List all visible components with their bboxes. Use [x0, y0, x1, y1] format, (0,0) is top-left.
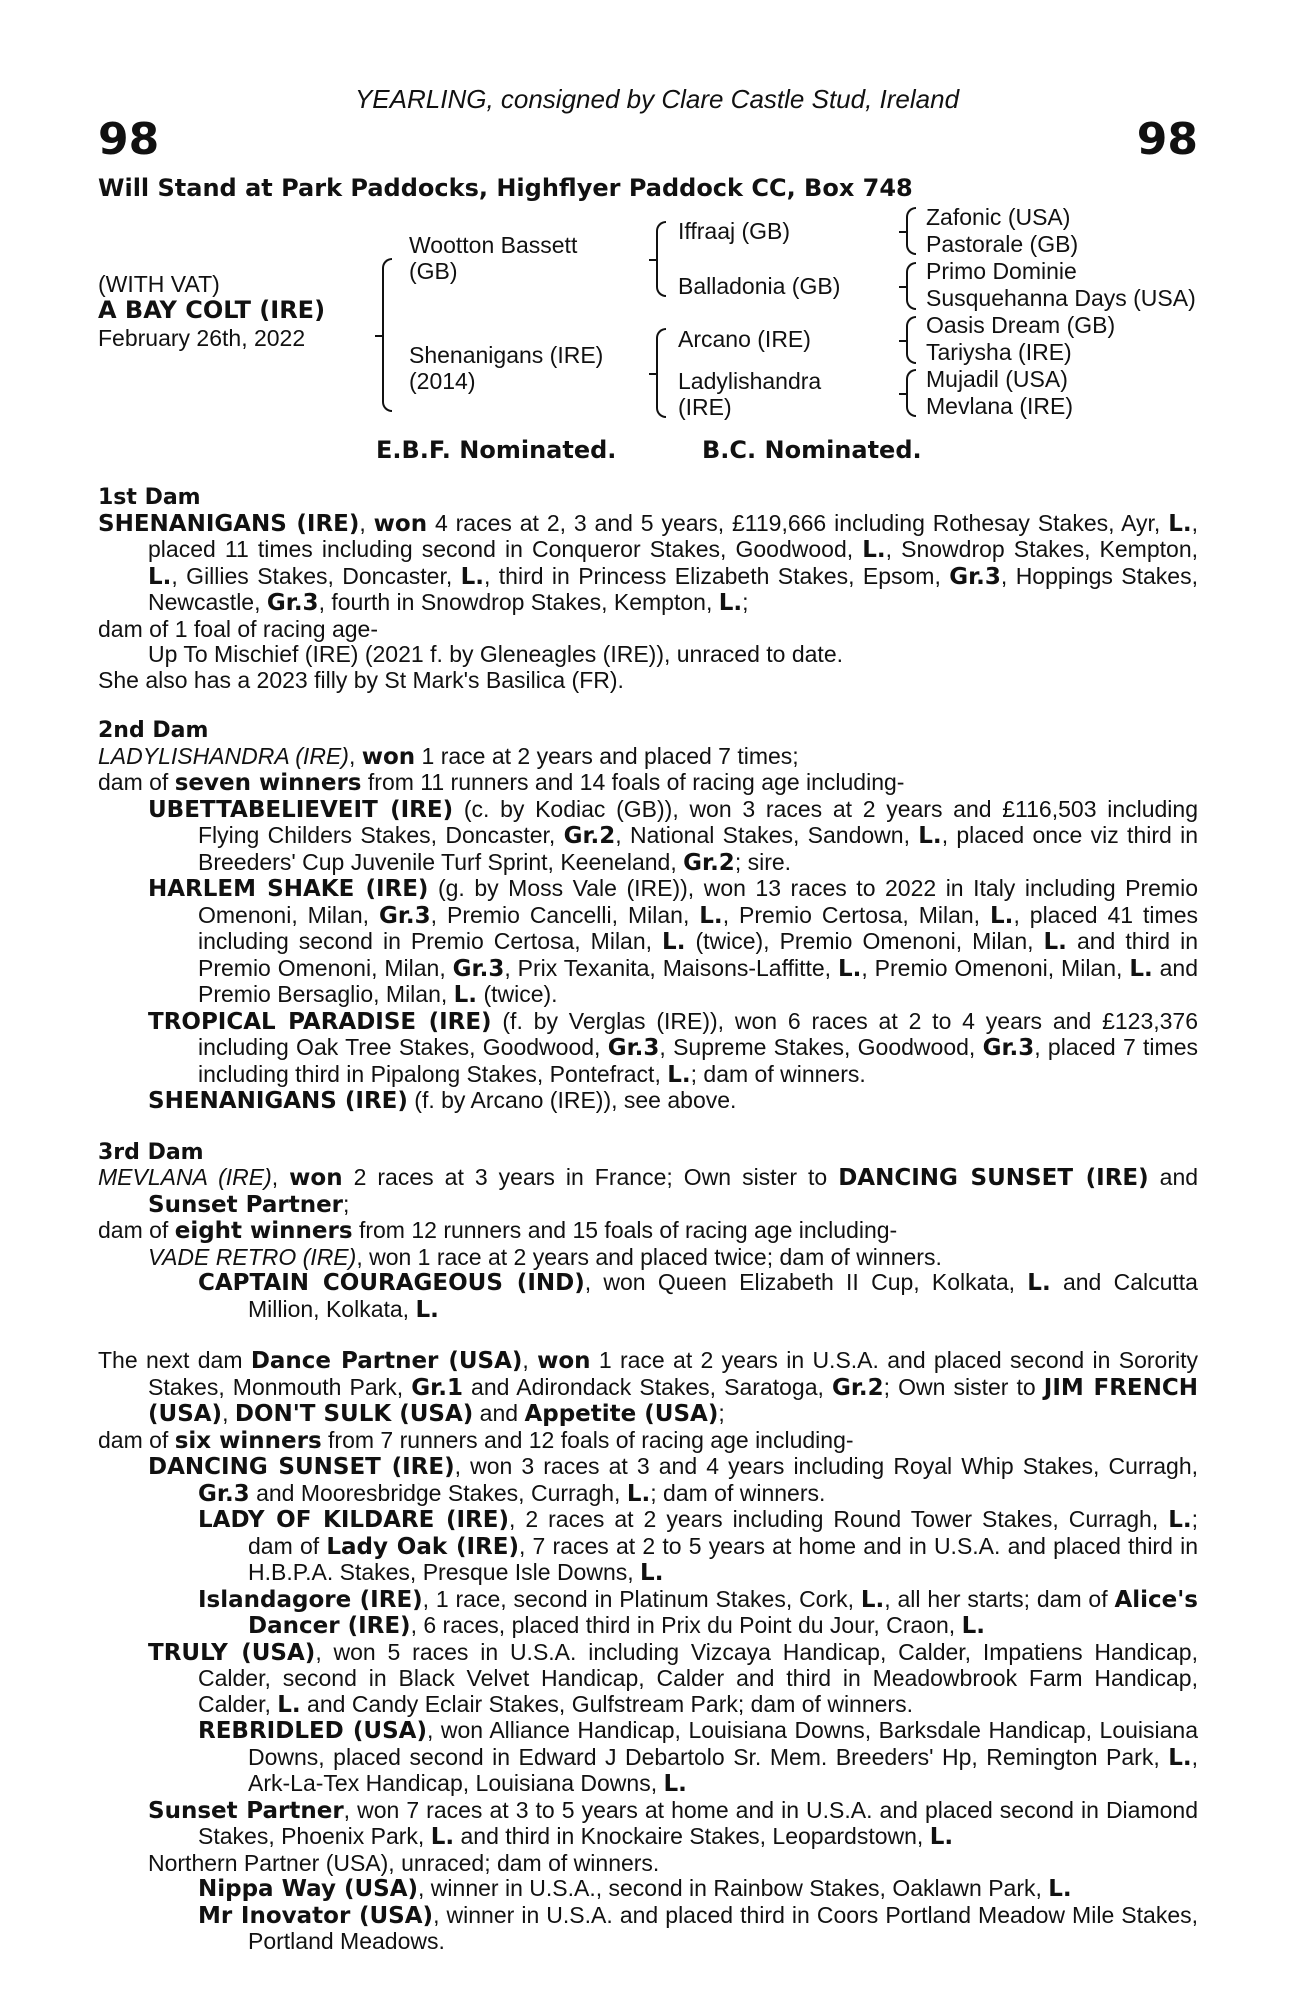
pedigree-sss: Zafonic (USA) [926, 204, 1071, 230]
foal-up-to-mischief: Up To Mischief (IRE) (2021 f. by Gleneagles (IRE)), unraced to date. [148, 641, 843, 667]
produce-rebridled: REBRIDLED (USA), won Alliance Handicap, Louisiana Downs, Barksdale Handicap, Louisiana Downs, placed second in Edward J Debartolo Sr. Mem. Breeders' Hp, Remington Park, L., Ark-La-Tex Handicap, Louisiana Downs, L. [198, 1717, 1198, 1797]
pedigree-dam-sire: Arcano (IRE) [678, 326, 811, 352]
third-dam-summary: dam of eight winners from 12 runners and 15 foals of racing age including- [98, 1217, 898, 1244]
second-dam-summary: dam of seven winners from 11 runners and 14 foals of racing age including- [98, 769, 905, 796]
first-dam-heading: 1st Dam [98, 485, 201, 510]
produce-tropical-paradise: TROPICAL PARADISE (IRE) (f. by Verglas (IRE)), won 6 races at 2 to 4 years and £123,376 including Oak Tree Stakes, Goodwood, Gr.3, Supreme Stakes, Goodwood, Gr.3, placed 7 times including third in Pipalong Stakes, Pontefract, L.; dam of winners. [148, 1007, 1198, 1088]
pedigree-sds: Primo Dominie [926, 258, 1077, 284]
next-dam-entry: The next dam Dance Partner (USA), won 1 race at 2 years in U.S.A. and placed second in Sorority Stakes, Monmouth Park, Gr.1 and Adirondack Stakes, Saratoga, Gr.2; Own sister to JIM FRENCH (USA), DON'T SULK (USA) and Appetite (USA); [98, 1347, 1198, 1427]
produce-lady-of-kildare: LADY OF KILDARE (IRE), 2 races at 2 years including Round Tower Stakes, Curragh, L.; dam of Lady Oak (IRE), 7 races at 2 to 5 years at home and in U.S.A. and placed third in H.B.P.A. Stakes, Presque Isle Downs, L. [198, 1506, 1199, 1586]
lot-number-left: 98 [98, 114, 160, 165]
vat-note: (WITH VAT) [98, 271, 220, 297]
produce-harlem-shake: HARLEM SHAKE (IRE) (g. by Moss Vale (IRE)), won 13 races to 2022 in Italy including Premio Omenoni, Milan, Gr.3, Premio Cancelli, Milan, L., Premio Certosa, Milan, L., placed 41 times including second in Premio Certosa, Milan, L. (twice), Premio Omenoni, Milan, L. and third in Premio Omenoni, Milan, Gr.3, Prix Texanita, Maisons-Laffitte, L., Premio Omenoni, Milan, L. and Premio Bersaglio, Milan, L. (twice). [148, 875, 1199, 1008]
produce-vade-retro: VADE RETRO (IRE), won 1 race at 2 years and placed twice; dam of winners. [148, 1243, 942, 1270]
pedigree-ddd: Mevlana (IRE) [926, 393, 1073, 419]
pedigree-brace-ss [906, 207, 916, 255]
pedigree-dam-dam: Ladylishandra (IRE) [678, 368, 822, 420]
first-dam-2023: She also has a 2023 filly by St Mark's Basilica (FR). [98, 666, 624, 693]
second-dam-entry: LADYLISHANDRA (IRE), won 1 race at 2 years and placed 7 times; [98, 742, 799, 770]
pedigree-dss: Oasis Dream (GB) [926, 312, 1116, 338]
third-dam-entry: MEVLANA (IRE), won 2 races at 3 years in France; Own sister to DANCING SUNSET (IRE) and Sunset Partner; [98, 1164, 1199, 1218]
page-header-title: YEARLING, consigned by Clare Castle Stud, Ireland [354, 84, 960, 114]
second-dam-heading: 2nd Dam [98, 718, 209, 743]
produce-northern-partner: Northern Partner (USA), unraced; dam of winners. [148, 1849, 660, 1876]
pedigree-sire: Wootton Bassett (GB) [409, 232, 578, 284]
pedigree-brace-sire [656, 221, 666, 297]
bc-nominated: B.C. Nominated. [702, 436, 922, 464]
next-dam-summary: dam of six winners from 7 runners and 12 foals of racing age including- [98, 1426, 854, 1454]
ebf-nominated: E.B.F. Nominated. [376, 436, 617, 464]
subject-dob: February 26th, 2022 [98, 325, 306, 351]
produce-islandagore: Islandagore (IRE), 1 race, second in Platinum Stakes, Cork, L., all her starts; dam of Alice's Dancer (IRE), 6 races, placed third in Prix du Point du Jour, Craon, L. [198, 1585, 1198, 1639]
subject-name: A BAY COLT (IRE) [98, 296, 326, 324]
lot-number-right: 98 [1136, 114, 1198, 165]
dam-family-text [98, 485, 1198, 1955]
produce-sunset-partner: Sunset Partner, won 7 races at 3 to 5 years at home and in U.S.A. and placed second in Diamond Stakes, Phoenix Park, L. and third in Knockaire Stakes, Leopardstown, L. [148, 1796, 1198, 1850]
pedigree-dsd: Tariysha (IRE) [926, 339, 1072, 365]
third-dam-heading: 3rd Dam [98, 1139, 204, 1165]
produce-truly: TRULY (USA), won 5 races in U.S.A. including Vizcaya Handicap, Calder, Impatiens Handicap, Calder, second in Black Velvet Handicap, Calder and third in Meadowbrook Farm Handicap, Calder, L. and Candy Eclair Stakes, Gulfstream Park; dam of winners. [148, 1638, 1198, 1718]
pedigree-sdd: Susquehanna Days (USA) [926, 285, 1196, 311]
stand-location: Will Stand at Park Paddocks, Highflyer Paddock CC, Box 748 [98, 174, 913, 202]
pedigree-brace-ds [906, 316, 916, 364]
produce-mr-inovator: Mr Inovator (USA), winner in U.S.A. and placed third in Coors Portland Meadow Mile Stakes, Portland Meadows. [198, 1901, 1199, 1954]
first-dam-entry: SHENANIGANS (IRE), won 4 races at 2, 3 and 5 years, £119,666 including Rothesay Stakes, Ayr, L., placed 11 times including second in Conqueror Stakes, Goodwood, L., Snowdrop Stakes, Kempton, L., Gillies Stakes, Doncaster, L., third in Princess Elizabeth Stakes, Epsom, Gr.3, Hoppings Stakes, Newcastle, Gr.3, fourth in Snowdrop Stakes, Kempton, L.; [98, 509, 1198, 616]
produce-dancing-sunset: DANCING SUNSET (IRE), won 3 races at 3 and 4 years including Royal Whip Stakes, Curragh, Gr.3 and Mooresbridge Stakes, Curragh, L.; dam of winners. [148, 1453, 1198, 1507]
produce-shenanigans: SHENANIGANS (IRE) (f. by Arcano (IRE)), see above. [148, 1087, 737, 1114]
pedigree-sire-sire: Iffraaj (GB) [678, 218, 791, 244]
pedigree-brace-dd [906, 369, 916, 417]
pedigree-dam: Shenanigans (IRE) (2014) [409, 342, 604, 394]
pedigree-sire-dam: Balladonia (GB) [678, 273, 841, 299]
pedigree-ssd: Pastorale (GB) [926, 231, 1079, 257]
produce-nippa-way: Nippa Way (USA), winner in U.S.A., second in Rainbow Stakes, Oaklawn Park, L. [198, 1875, 1072, 1902]
pedigree-brace-dam [656, 328, 666, 418]
pedigree-dds: Mujadil (USA) [926, 366, 1068, 392]
pedigree-brace-sd [906, 262, 916, 310]
first-dam-foals: dam of 1 foal of racing age- [98, 615, 378, 642]
pedigree-brace-gen1 [382, 258, 392, 412]
produce-ubettabelieveit: UBETTABELIEVEIT (IRE) (c. by Kodiac (GB)), won 3 races at 2 years and £116,503 including Flying Childers Stakes, Doncaster, Gr.2, National Stakes, Sandown, L., placed once viz third in Breeders' Cup Juvenile Turf Sprint, Keeneland, Gr.2; sire. [148, 795, 1198, 876]
produce-captain-courageous: CAPTAIN COURAGEOUS (IND), won Queen Elizabeth II Cup, Kolkata, L. and Calcutta Million, Kolkata, L. [198, 1269, 1198, 1323]
